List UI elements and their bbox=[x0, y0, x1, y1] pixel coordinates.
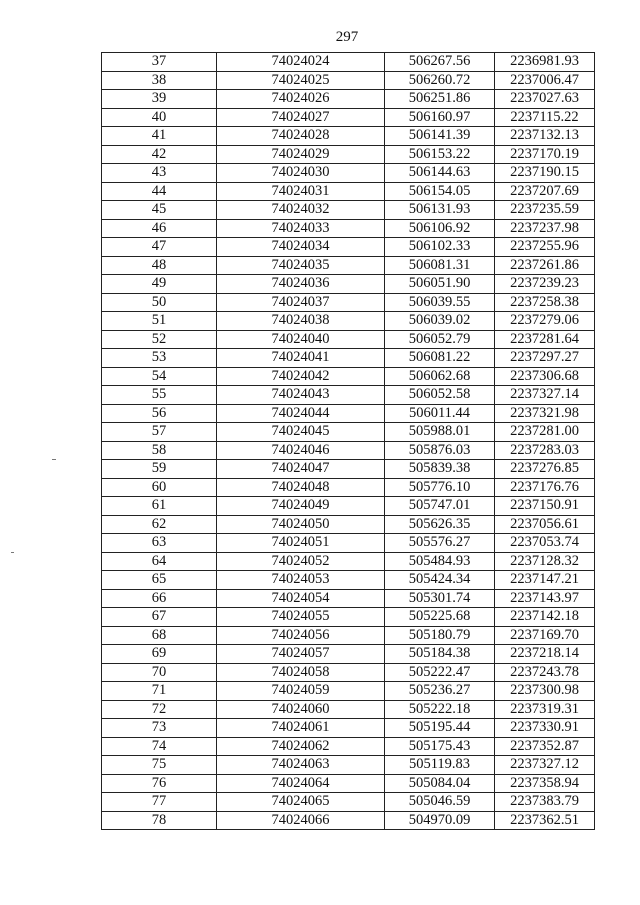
row-number-cell: 58 bbox=[102, 441, 217, 460]
y-coordinate-cell: 2237176.76 bbox=[495, 478, 595, 497]
y-coordinate-cell: 2237279.06 bbox=[495, 312, 595, 331]
point-id-cell: 74024033 bbox=[217, 219, 385, 238]
y-coordinate-cell: 2237142.18 bbox=[495, 608, 595, 627]
x-coordinate-cell: 506039.02 bbox=[385, 312, 495, 331]
table-row bbox=[102, 608, 595, 627]
x-coordinate-cell: 506160.97 bbox=[385, 108, 495, 127]
x-coordinate-cell: 505484.93 bbox=[385, 552, 495, 571]
row-number-cell: 52 bbox=[102, 330, 217, 349]
table-row bbox=[102, 515, 595, 534]
x-coordinate-cell: 505236.27 bbox=[385, 682, 495, 701]
table-row bbox=[102, 71, 595, 90]
table-row bbox=[102, 275, 595, 294]
point-id-cell: 74024034 bbox=[217, 238, 385, 257]
point-id-cell: 74024063 bbox=[217, 756, 385, 775]
table-row bbox=[102, 53, 595, 72]
x-coordinate-cell: 506131.93 bbox=[385, 201, 495, 220]
row-number-cell: 49 bbox=[102, 275, 217, 294]
table-row bbox=[102, 645, 595, 664]
point-id-cell: 74024035 bbox=[217, 256, 385, 275]
x-coordinate-cell: 506039.55 bbox=[385, 293, 495, 312]
y-coordinate-cell: 2237147.21 bbox=[495, 571, 595, 590]
point-id-cell: 74024058 bbox=[217, 663, 385, 682]
row-number-cell: 55 bbox=[102, 386, 217, 405]
x-coordinate-cell: 505184.38 bbox=[385, 645, 495, 664]
point-id-cell: 74024028 bbox=[217, 127, 385, 146]
y-coordinate-cell: 2237218.14 bbox=[495, 645, 595, 664]
x-coordinate-cell: 505576.27 bbox=[385, 534, 495, 553]
x-coordinate-cell: 506267.56 bbox=[385, 53, 495, 72]
y-coordinate-cell: 2237056.61 bbox=[495, 515, 595, 534]
x-coordinate-cell: 505195.44 bbox=[385, 719, 495, 738]
y-coordinate-cell: 2237053.74 bbox=[495, 534, 595, 553]
y-coordinate-cell: 2237327.12 bbox=[495, 756, 595, 775]
point-id-cell: 74024027 bbox=[217, 108, 385, 127]
row-number-cell: 57 bbox=[102, 423, 217, 442]
x-coordinate-cell: 505424.34 bbox=[385, 571, 495, 590]
point-id-cell: 74024051 bbox=[217, 534, 385, 553]
point-id-cell: 74024038 bbox=[217, 312, 385, 331]
y-coordinate-cell: 2237300.98 bbox=[495, 682, 595, 701]
point-id-cell: 74024025 bbox=[217, 71, 385, 90]
point-id-cell: 74024049 bbox=[217, 497, 385, 516]
point-id-cell: 74024056 bbox=[217, 626, 385, 645]
x-coordinate-cell: 506102.33 bbox=[385, 238, 495, 257]
table-row bbox=[102, 534, 595, 553]
point-id-cell: 74024061 bbox=[217, 719, 385, 738]
x-coordinate-cell: 506081.22 bbox=[385, 349, 495, 368]
y-coordinate-cell: 2237150.91 bbox=[495, 497, 595, 516]
y-coordinate-cell: 2237330.91 bbox=[495, 719, 595, 738]
y-coordinate-cell: 2237239.23 bbox=[495, 275, 595, 294]
point-id-cell: 74024052 bbox=[217, 552, 385, 571]
point-id-cell: 74024030 bbox=[217, 164, 385, 183]
coordinates-table bbox=[101, 52, 595, 830]
x-coordinate-cell: 506052.79 bbox=[385, 330, 495, 349]
y-coordinate-cell: 2237258.38 bbox=[495, 293, 595, 312]
row-number-cell: 66 bbox=[102, 589, 217, 608]
row-number-cell: 45 bbox=[102, 201, 217, 220]
row-number-cell: 42 bbox=[102, 145, 217, 164]
scan-mark bbox=[52, 459, 56, 460]
point-id-cell: 74024066 bbox=[217, 811, 385, 830]
y-coordinate-cell: 2237362.51 bbox=[495, 811, 595, 830]
table-row bbox=[102, 367, 595, 386]
x-coordinate-cell: 505222.18 bbox=[385, 700, 495, 719]
row-number-cell: 47 bbox=[102, 238, 217, 257]
point-id-cell: 74024029 bbox=[217, 145, 385, 164]
y-coordinate-cell: 2237207.69 bbox=[495, 182, 595, 201]
x-coordinate-cell: 505876.03 bbox=[385, 441, 495, 460]
table-row bbox=[102, 589, 595, 608]
point-id-cell: 74024045 bbox=[217, 423, 385, 442]
table-row bbox=[102, 330, 595, 349]
table-row bbox=[102, 737, 595, 756]
point-id-cell: 74024053 bbox=[217, 571, 385, 590]
table-row bbox=[102, 293, 595, 312]
table-row bbox=[102, 219, 595, 238]
table-body bbox=[102, 53, 595, 830]
y-coordinate-cell: 2237358.94 bbox=[495, 774, 595, 793]
row-number-cell: 48 bbox=[102, 256, 217, 275]
row-number-cell: 68 bbox=[102, 626, 217, 645]
table-row bbox=[102, 441, 595, 460]
x-coordinate-cell: 506141.39 bbox=[385, 127, 495, 146]
y-coordinate-cell: 2237327.14 bbox=[495, 386, 595, 405]
table-row bbox=[102, 423, 595, 442]
x-coordinate-cell: 505225.68 bbox=[385, 608, 495, 627]
x-coordinate-cell: 505839.38 bbox=[385, 460, 495, 479]
y-coordinate-cell: 2237281.64 bbox=[495, 330, 595, 349]
point-id-cell: 74024060 bbox=[217, 700, 385, 719]
table-row bbox=[102, 682, 595, 701]
row-number-cell: 70 bbox=[102, 663, 217, 682]
x-coordinate-cell: 506062.68 bbox=[385, 367, 495, 386]
row-number-cell: 77 bbox=[102, 793, 217, 812]
y-coordinate-cell: 2237283.03 bbox=[495, 441, 595, 460]
point-id-cell: 74024026 bbox=[217, 90, 385, 109]
table-row bbox=[102, 811, 595, 830]
point-id-cell: 74024054 bbox=[217, 589, 385, 608]
row-number-cell: 78 bbox=[102, 811, 217, 830]
table-row bbox=[102, 700, 595, 719]
x-coordinate-cell: 505747.01 bbox=[385, 497, 495, 516]
point-id-cell: 74024032 bbox=[217, 201, 385, 220]
point-id-cell: 74024041 bbox=[217, 349, 385, 368]
table-row bbox=[102, 312, 595, 331]
y-coordinate-cell: 2237276.85 bbox=[495, 460, 595, 479]
table-row bbox=[102, 238, 595, 257]
table-row bbox=[102, 663, 595, 682]
page-number: 297 bbox=[335, 29, 359, 45]
point-id-cell: 74024040 bbox=[217, 330, 385, 349]
table-row bbox=[102, 108, 595, 127]
table-row bbox=[102, 386, 595, 405]
y-coordinate-cell: 2237235.59 bbox=[495, 201, 595, 220]
y-coordinate-cell: 2237006.47 bbox=[495, 71, 595, 90]
row-number-cell: 43 bbox=[102, 164, 217, 183]
y-coordinate-cell: 2237128.32 bbox=[495, 552, 595, 571]
row-number-cell: 60 bbox=[102, 478, 217, 497]
point-id-cell: 74024059 bbox=[217, 682, 385, 701]
x-coordinate-cell: 505988.01 bbox=[385, 423, 495, 442]
row-number-cell: 64 bbox=[102, 552, 217, 571]
x-coordinate-cell: 505180.79 bbox=[385, 626, 495, 645]
x-coordinate-cell: 506106.92 bbox=[385, 219, 495, 238]
y-coordinate-cell: 2236981.93 bbox=[495, 53, 595, 72]
row-number-cell: 61 bbox=[102, 497, 217, 516]
table-row bbox=[102, 497, 595, 516]
table-row bbox=[102, 145, 595, 164]
y-coordinate-cell: 2237352.87 bbox=[495, 737, 595, 756]
row-number-cell: 54 bbox=[102, 367, 217, 386]
table-row bbox=[102, 127, 595, 146]
point-id-cell: 74024037 bbox=[217, 293, 385, 312]
y-coordinate-cell: 2237237.98 bbox=[495, 219, 595, 238]
row-number-cell: 71 bbox=[102, 682, 217, 701]
point-id-cell: 74024042 bbox=[217, 367, 385, 386]
point-id-cell: 74024031 bbox=[217, 182, 385, 201]
table-row bbox=[102, 719, 595, 738]
point-id-cell: 74024062 bbox=[217, 737, 385, 756]
point-id-cell: 74024046 bbox=[217, 441, 385, 460]
y-coordinate-cell: 2237261.86 bbox=[495, 256, 595, 275]
x-coordinate-cell: 505046.59 bbox=[385, 793, 495, 812]
table-row bbox=[102, 626, 595, 645]
row-number-cell: 73 bbox=[102, 719, 217, 738]
row-number-cell: 67 bbox=[102, 608, 217, 627]
x-coordinate-cell: 505776.10 bbox=[385, 478, 495, 497]
row-number-cell: 75 bbox=[102, 756, 217, 775]
point-id-cell: 74024057 bbox=[217, 645, 385, 664]
row-number-cell: 72 bbox=[102, 700, 217, 719]
y-coordinate-cell: 2237190.15 bbox=[495, 164, 595, 183]
table-row bbox=[102, 201, 595, 220]
point-id-cell: 74024048 bbox=[217, 478, 385, 497]
x-coordinate-cell: 505119.83 bbox=[385, 756, 495, 775]
row-number-cell: 46 bbox=[102, 219, 217, 238]
x-coordinate-cell: 506154.05 bbox=[385, 182, 495, 201]
x-coordinate-cell: 505301.74 bbox=[385, 589, 495, 608]
y-coordinate-cell: 2237383.79 bbox=[495, 793, 595, 812]
point-id-cell: 74024055 bbox=[217, 608, 385, 627]
x-coordinate-cell: 505626.35 bbox=[385, 515, 495, 534]
table-row bbox=[102, 571, 595, 590]
point-id-cell: 74024024 bbox=[217, 53, 385, 72]
point-id-cell: 74024047 bbox=[217, 460, 385, 479]
y-coordinate-cell: 2237132.13 bbox=[495, 127, 595, 146]
row-number-cell: 56 bbox=[102, 404, 217, 423]
y-coordinate-cell: 2237281.00 bbox=[495, 423, 595, 442]
x-coordinate-cell: 506144.63 bbox=[385, 164, 495, 183]
row-number-cell: 38 bbox=[102, 71, 217, 90]
y-coordinate-cell: 2237255.96 bbox=[495, 238, 595, 257]
row-number-cell: 53 bbox=[102, 349, 217, 368]
x-coordinate-cell: 506251.86 bbox=[385, 90, 495, 109]
point-id-cell: 74024044 bbox=[217, 404, 385, 423]
y-coordinate-cell: 2237170.19 bbox=[495, 145, 595, 164]
row-number-cell: 40 bbox=[102, 108, 217, 127]
y-coordinate-cell: 2237297.27 bbox=[495, 349, 595, 368]
table-row bbox=[102, 164, 595, 183]
x-coordinate-cell: 506153.22 bbox=[385, 145, 495, 164]
y-coordinate-cell: 2237115.22 bbox=[495, 108, 595, 127]
point-id-cell: 74024043 bbox=[217, 386, 385, 405]
row-number-cell: 62 bbox=[102, 515, 217, 534]
row-number-cell: 74 bbox=[102, 737, 217, 756]
table-row bbox=[102, 256, 595, 275]
row-number-cell: 65 bbox=[102, 571, 217, 590]
row-number-cell: 37 bbox=[102, 53, 217, 72]
point-id-cell: 74024050 bbox=[217, 515, 385, 534]
table-row bbox=[102, 552, 595, 571]
row-number-cell: 41 bbox=[102, 127, 217, 146]
row-number-cell: 63 bbox=[102, 534, 217, 553]
row-number-cell: 44 bbox=[102, 182, 217, 201]
row-number-cell: 51 bbox=[102, 312, 217, 331]
point-id-cell: 74024065 bbox=[217, 793, 385, 812]
table-row bbox=[102, 774, 595, 793]
x-coordinate-cell: 505222.47 bbox=[385, 663, 495, 682]
y-coordinate-cell: 2237321.98 bbox=[495, 404, 595, 423]
x-coordinate-cell: 505175.43 bbox=[385, 737, 495, 756]
table-row bbox=[102, 793, 595, 812]
table-row bbox=[102, 404, 595, 423]
x-coordinate-cell: 505084.04 bbox=[385, 774, 495, 793]
table-row bbox=[102, 349, 595, 368]
point-id-cell: 74024064 bbox=[217, 774, 385, 793]
table-row bbox=[102, 460, 595, 479]
x-coordinate-cell: 506081.31 bbox=[385, 256, 495, 275]
row-number-cell: 50 bbox=[102, 293, 217, 312]
table-row bbox=[102, 182, 595, 201]
x-coordinate-cell: 506011.44 bbox=[385, 404, 495, 423]
row-number-cell: 39 bbox=[102, 90, 217, 109]
x-coordinate-cell: 506051.90 bbox=[385, 275, 495, 294]
table-row bbox=[102, 90, 595, 109]
y-coordinate-cell: 2237243.78 bbox=[495, 663, 595, 682]
y-coordinate-cell: 2237027.63 bbox=[495, 90, 595, 109]
y-coordinate-cell: 2237169.70 bbox=[495, 626, 595, 645]
y-coordinate-cell: 2237306.68 bbox=[495, 367, 595, 386]
table-row bbox=[102, 478, 595, 497]
row-number-cell: 69 bbox=[102, 645, 217, 664]
y-coordinate-cell: 2237319.31 bbox=[495, 700, 595, 719]
y-coordinate-cell: 2237143.97 bbox=[495, 589, 595, 608]
x-coordinate-cell: 506260.72 bbox=[385, 71, 495, 90]
scan-mark bbox=[11, 552, 14, 553]
point-id-cell: 74024036 bbox=[217, 275, 385, 294]
x-coordinate-cell: 506052.58 bbox=[385, 386, 495, 405]
table-row bbox=[102, 756, 595, 775]
row-number-cell: 76 bbox=[102, 774, 217, 793]
x-coordinate-cell: 504970.09 bbox=[385, 811, 495, 830]
row-number-cell: 59 bbox=[102, 460, 217, 479]
